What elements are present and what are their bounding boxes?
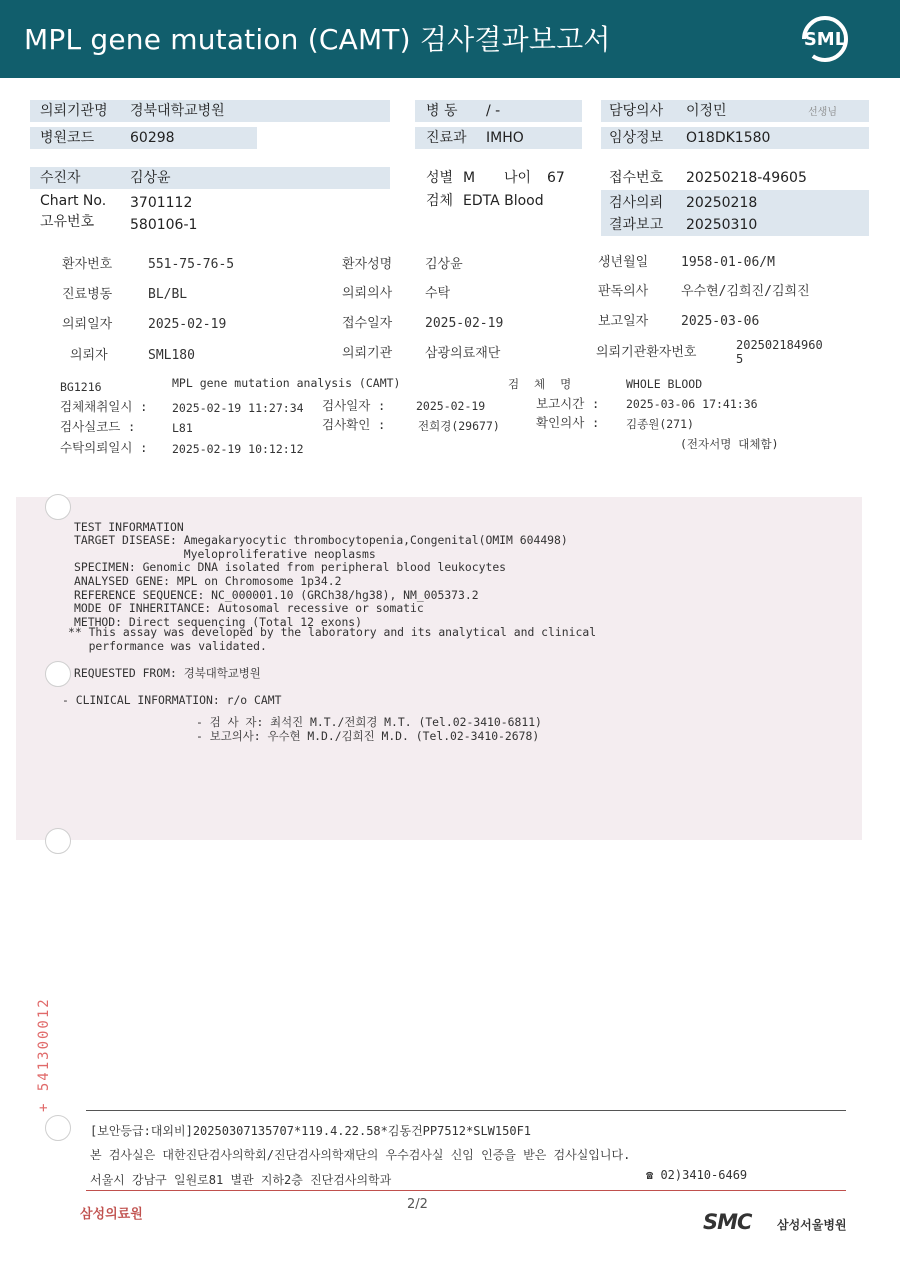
report-time-label: 보고시간 : (536, 396, 600, 411)
report-line: REFERENCE SEQUENCE: NC_000001.10 (GRCh38/hg38), NM_005373.2 (74, 587, 479, 602)
hospital-code-label: 병원코드 (40, 130, 95, 146)
punch-hole (45, 1115, 71, 1141)
report-header (0, 0, 900, 78)
hospital-code-value: 60298 (130, 130, 175, 146)
hi-label-birth: 생년월일 (598, 255, 649, 270)
patient-value: 김상윤 (130, 170, 171, 186)
test-information-block (74, 507, 568, 643)
doctor-suffix: 선생님 (808, 107, 837, 118)
hi-value-request-date: 2025-02-19 (148, 317, 227, 332)
hi-value-req-doctor: 수탁 (425, 286, 451, 301)
hi-value-req-org-patient-no-cont: 5 (736, 352, 744, 366)
department-value: IMHO (486, 130, 524, 146)
hi-label-requester: 의뢰자 (70, 348, 108, 363)
hi-label-req-org-patient-no: 의뢰기관환자번호 (596, 345, 697, 360)
report-line: Myeloproliferative neoplasms (74, 546, 376, 561)
sex-label: 성별 (426, 170, 454, 186)
report-line: MODE OF INHERITANCE: Autosomal recessive or somatic (74, 601, 424, 616)
hi-value-requester: SML180 (148, 348, 195, 363)
hi-label-ward: 진료병동 (62, 287, 113, 302)
patient-label: 수진자 (40, 170, 81, 186)
chart-label: Chart No. (40, 193, 107, 209)
hi-value-receipt-date: 2025-02-19 (425, 316, 504, 331)
exam-date-label: 검사일자 : (322, 398, 386, 413)
exam-code: BG1216 (60, 380, 102, 394)
security-line: [보안등급:대외비]20250307135707*119.4.22.58*김동건PP7512*SLW150F1 (90, 1124, 532, 1138)
exam-specimen-value: WHOLE BLOOD (626, 377, 703, 391)
doctor-value: 이정민 (686, 103, 727, 119)
report-line: SPECIMEN: Genomic DNA isolated from peripheral blood leukocytes (74, 560, 507, 575)
report-time-value: 2025-03-06 17:41:36 (626, 397, 758, 411)
exam-date-value: 2025-02-19 (416, 399, 486, 413)
patient-bar (30, 167, 390, 189)
hi-value-patient-no: 551-75-76-5 (148, 257, 235, 272)
exam-name: MPL gene mutation analysis (CAMT) (172, 376, 401, 390)
age-label: 나이 (504, 170, 532, 186)
lab-code-value: L81 (172, 421, 193, 435)
receipt-label: 접수번호 (609, 170, 664, 186)
specimen-value: EDTA Blood (463, 193, 544, 209)
hi-label-patient-name: 환자성명 (342, 257, 393, 272)
test-request-value: 20250218 (686, 195, 758, 211)
unique-value: 580106-1 (130, 217, 198, 233)
hi-label-report-date: 보고일자 (598, 314, 649, 329)
punch-hole (45, 828, 71, 854)
certification-line: 본 검사실은 대한진단검사의학회/진단검사의학재단의 우수검사실 신임 인증을 받은 검사실입니다. (90, 1148, 631, 1162)
footer-accent-line (86, 1190, 846, 1191)
requesting-org-value: 경북대학교병원 (130, 103, 225, 119)
assay-note-line1: ** This assay was developed by the laboratory and its analytical and clinical (68, 625, 597, 639)
report-line: METHOD: Direct sequencing (Total 12 exons) (74, 614, 363, 629)
consign-label: 수탁의뢰일시 : (60, 440, 148, 455)
punch-hole (45, 494, 71, 520)
clinical-value: O18DK1580 (686, 130, 771, 146)
consign-value: 2025-02-19 10:12:12 (172, 442, 304, 456)
requested-from: REQUESTED FROM: 경북대학교병원 (74, 666, 261, 680)
report-title: MPL gene mutation (CAMT) 검사결과보고서 (24, 23, 611, 56)
punch-hole (45, 661, 71, 687)
hi-label-request-date: 의뢰일자 (62, 317, 113, 332)
result-report-value: 20250310 (686, 217, 758, 233)
hi-label-reading-doctor: 판독의사 (598, 284, 649, 299)
hi-label-patient-no: 환자번호 (62, 257, 113, 272)
chart-value: 3701112 (130, 195, 193, 211)
address-line: 서울시 강남구 일원로81 별관 지하2층 진단검사의학과 (90, 1173, 392, 1187)
clinical-information: - CLINICAL INFORMATION: r/o CAMT (62, 693, 282, 707)
page-number: 2/2 (407, 1197, 428, 1212)
sex-value: M (463, 170, 476, 186)
specimen-label: 검체 (426, 193, 454, 209)
side-serial-number: + 541300012 (36, 997, 52, 1112)
report-line: TARGET DISEASE: Amegakaryocytic thrombocytopenia,Congenital(OMIM 604498) (74, 533, 568, 548)
ward-value: / - (486, 103, 501, 119)
requesting-org-label: 의뢰기관명 (40, 103, 108, 119)
smc-logo: SMC (703, 1210, 752, 1234)
hi-value-report-date: 2025-03-06 (681, 314, 760, 329)
exam-confirm-value: 전희경(29677) (418, 419, 500, 433)
hi-label-req-doctor: 의뢰의사 (342, 286, 393, 301)
report-line: ANALYSED GENE: MPL on Chromosome 1p34.2 (74, 573, 342, 588)
hi-value-birth: 1958-01-06/M (681, 255, 775, 270)
assay-note-line2: performance was validated. (68, 639, 267, 653)
exam-specimen-label: 검 체 명 (508, 377, 576, 391)
hi-value-req-org-patient-no: 202502184960 (736, 338, 823, 352)
hi-label-req-org: 의뢰기관 (342, 346, 393, 361)
hi-value-req-org: 삼광의료재단 (425, 346, 501, 361)
phone-line: ☎ 02)3410-6469 (646, 1168, 748, 1182)
receipt-value: 20250218-49605 (686, 170, 807, 186)
report-line: TEST INFORMATION (74, 519, 184, 534)
unique-label: 고유번호 (40, 214, 95, 230)
examiner-line: - 검 사 자: 최석진 M.T./전희경 M.T. (Tel.02-3410-6811) (196, 715, 542, 729)
doctor-label: 담당의사 (609, 103, 664, 119)
ward-label: 병 동 (426, 103, 458, 119)
age-value: 67 (547, 170, 565, 186)
result-report-label: 결과보고 (609, 217, 664, 233)
collect-value: 2025-02-19 11:27:34 (172, 401, 304, 415)
test-request-label: 검사의뢰 (609, 195, 664, 211)
clinical-label: 임상정보 (609, 130, 664, 146)
lab-code-label: 검사실코드 : (60, 419, 136, 434)
confirm-doctor-label: 확인의사 : (536, 415, 600, 430)
logo-text: SML (803, 29, 847, 50)
collect-label: 검체채취일시 : (60, 399, 148, 414)
sml-logo (796, 12, 854, 66)
hi-value-patient-name: 김상윤 (425, 257, 463, 272)
hi-value-ward: BL/BL (148, 287, 188, 302)
exam-confirm-label: 검사확인 : (322, 417, 386, 432)
hi-value-reading-doctor: 우수현/김희진/김희진 (681, 284, 810, 299)
esign-note: (전자서명 대체함) (680, 437, 779, 451)
hi-label-receipt-date: 접수일자 (342, 316, 393, 331)
department-label: 진료과 (426, 130, 467, 146)
confirm-doctor-value: 김종원(271) (626, 417, 694, 431)
right-brand: 삼성서울병원 (777, 1218, 847, 1232)
reporter-line: - 보고의사: 우수현 M.D./김희진 M.D. (Tel.02-3410-2678) (196, 729, 540, 743)
left-brand: 삼성의료원 (80, 1207, 143, 1222)
footer-top-line (86, 1110, 846, 1111)
